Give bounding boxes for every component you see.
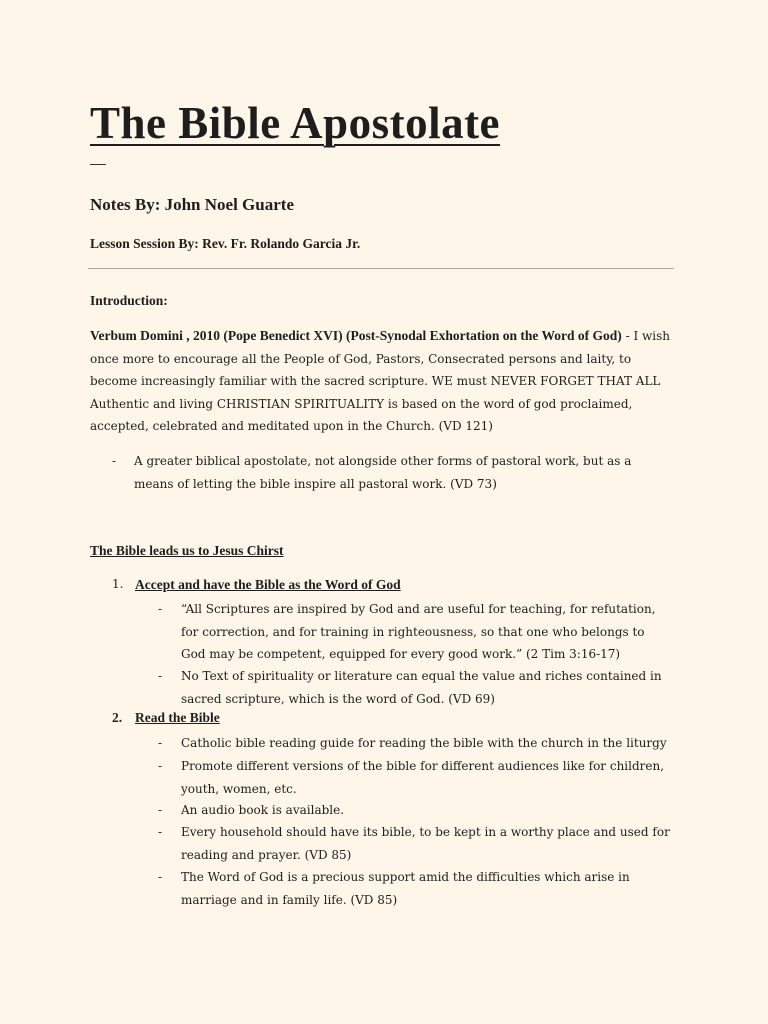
item-number: 1. [112,577,124,591]
list-item-1-bullet-1 [158,598,671,666]
bullet-text: Promote different versions of the bible for different audiences like for children, youth, women, etc. [181,759,665,796]
verbum-paragraph [90,325,674,438]
bullet-marker: - [158,759,163,773]
bullet-marker: - [158,736,163,750]
bullet-marker: - [158,602,163,616]
bullet-marker: - [158,825,163,839]
list-item-2-bullet-2 [158,755,671,800]
bullet-text: The Word of God is a precious support amid the difficulties which arise in marriage and in family life. (VD 85) [181,870,630,907]
notes-by: Notes By: John Noel Guarte [90,195,294,214]
item-heading: Accept and have the Bible as the Word of God [135,577,401,592]
verbum-text: - I wish once more to encourage all the People of God, Pastors, Consecrated persons and laity, to become increasingly familiar with the sacred scripture. WE must NEVER FORGET THAT ALL Authentic and living CHRISTIAN SPIRITUALITY is based on the word of god proclaimed, accepted, celebrated and meditated upon in the Church. (VD 121) [90,329,671,433]
verbum-lead: Verbum Domini , 2010 (Pope Benedict XVI) (Post-Synodal Exhortation on the Word of God) [90,328,622,343]
list-item-1-bullet-2 [158,665,671,710]
section-heading: The Bible leads us to Jesus Chirst [90,543,284,558]
intro-bullet [112,450,674,495]
bullet-text: An audio book is available. [181,803,345,817]
list-item-2 [112,710,220,726]
bullet-text: Every household should have its bible, to be kept in a worthy place and used for reading and prayer. (VD 85) [181,825,670,862]
list-item-2-bullet-1 [158,732,671,755]
session-by: Lesson Session By: Rev. Fr. Rolando Garcia Jr. [90,236,361,251]
list-item-2-bullet-3 [158,799,671,822]
list-item-2-bullet-5 [158,866,671,911]
bullet-marker: - [112,454,117,468]
horizontal-rule [88,268,674,269]
bullet-marker: - [158,803,163,817]
list-item-1 [112,577,401,593]
bullet-marker: - [158,669,163,683]
introduction-heading: Introduction: [90,293,168,308]
bullet-text: “All Scriptures are inspired by God and are useful for teaching, for refutation, for correction, and for training in righteousness, so that one who belongs to God may be competent, equipped for every good work.” (2 Tim 3:16-17) [181,602,656,661]
title-dash [90,164,106,165]
list-item-2-bullet-4 [158,821,671,866]
bullet-marker: - [158,870,163,884]
item-number: 2. [112,710,123,725]
item-heading: Read the Bible [135,710,220,725]
document-title: The Bible Apostolate [90,98,501,148]
intro-bullet-text: A greater biblical apostolate, not alongside other forms of pastoral work, but as a means of letting the bible inspire all pastoral work. (VD 73) [134,454,632,491]
bullet-text: Catholic bible reading guide for reading the bible with the church in the liturgy [181,736,667,750]
bullet-text: No Text of spirituality or literature can equal the value and riches contained in sacred scripture, which is the word of God. (VD 69) [181,669,662,706]
